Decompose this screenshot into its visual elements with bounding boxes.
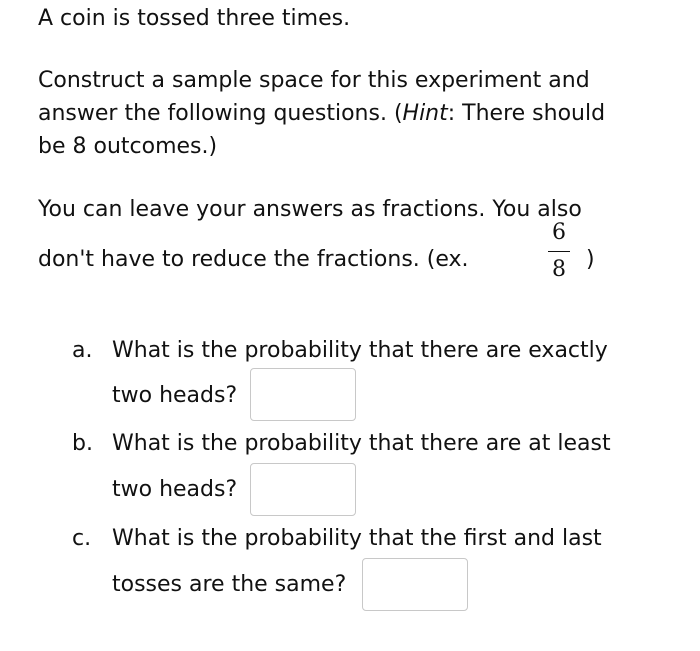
- question-text-cont: two heads?: [112, 477, 238, 502]
- problem-instructions: [38, 64, 668, 163]
- fraction-denominator: 8: [552, 257, 566, 282]
- question-text-cont: two heads?: [112, 383, 238, 408]
- question-letter: b.: [72, 431, 93, 456]
- instructions-line3: be 8 outcomes.): [38, 134, 218, 159]
- instructions-line1: Construct a sample space for this experiment and: [38, 68, 590, 93]
- question-letter: c.: [72, 526, 92, 551]
- question-text: What is the probability that the first and last: [112, 526, 602, 551]
- note-line2: don't have to reduce the fractions. (ex.: [38, 247, 469, 272]
- answer-input-a[interactable]: [250, 368, 356, 421]
- question-text: What is the probability that there are exactly: [112, 338, 608, 363]
- question-text-cont: tosses are the same?: [112, 572, 347, 597]
- instructions-line2-pre: answer the following questions. (: [38, 101, 403, 126]
- answer-input-b[interactable]: [250, 463, 356, 516]
- problem-intro: A coin is tossed three times.: [38, 6, 351, 31]
- answer-input-c[interactable]: [362, 558, 468, 611]
- instructions-line2-post: : There should: [447, 101, 606, 126]
- question-letter: a.: [72, 338, 93, 363]
- hint-label: Hint: [402, 101, 448, 126]
- example-close-paren: ): [586, 247, 595, 272]
- question-text: What is the probability that there are at least: [112, 431, 611, 456]
- fraction-numerator: 6: [552, 220, 566, 245]
- fraction-bar: [548, 251, 570, 252]
- example-fraction: [546, 221, 572, 282]
- note-line1: You can leave your answers as fractions. You also: [38, 197, 582, 222]
